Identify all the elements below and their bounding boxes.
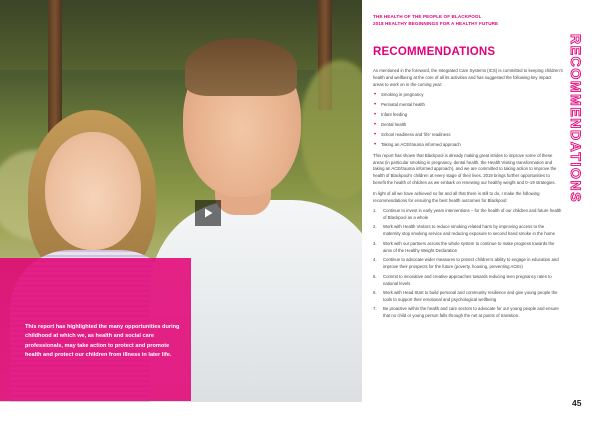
item-number: 1.	[373, 208, 377, 213]
play-icon	[202, 207, 214, 219]
list-item: • Perinatal mental health	[373, 102, 563, 109]
header-line-2: 2018 HEALTHY BEGINNINGS FOR A HEALTHY FUTURE	[373, 20, 499, 26]
girl-face	[45, 132, 141, 250]
item-number: 6.	[373, 290, 377, 296]
impact-areas-list	[373, 92, 563, 148]
item-text: Work with our partners across the whole system to continue to make progress towards the aims of the Healthy Weight Declaration	[383, 240, 555, 253]
item-number: 4.	[373, 257, 377, 263]
recommendation-item	[373, 290, 563, 304]
foliage	[300, 60, 362, 200]
list-item: • Dental health	[373, 122, 563, 129]
photo-caption: This report has highlighted the many opportunities during childhood at which we, as health and social care professionals, may take action to protect and promote health and protect our children from illness in later life.	[25, 323, 180, 359]
recommendation-item	[373, 306, 563, 320]
play-button[interactable]	[195, 200, 221, 226]
body-text	[373, 68, 563, 323]
list-item: • School readiness and 'life' readiness	[373, 132, 563, 139]
running-header	[373, 14, 498, 27]
footer-strip	[0, 402, 362, 424]
caption-overlay	[0, 258, 191, 401]
item-number: 3.	[373, 240, 377, 246]
recommendations-list	[373, 208, 563, 320]
recommendations-intro: In light of all we have achieved so far and all that there is still to do, I make the following recommendations for ensuring the best health outcomes for Blackpool:	[373, 190, 540, 203]
page-number: 45	[572, 398, 582, 408]
vertical-title: RECOMMENDATIONS	[568, 34, 584, 204]
recommendation-item	[373, 224, 563, 238]
item-text: Work with Head Start to build personal and community resilience and give young people the tools to support their emotional and psychological wellbeing	[383, 290, 558, 302]
item-text: Work with Health Visitors to reduce smoking related harm by improving access to the maternity stop smoking service and reducing exposure to second hand smoke in the home	[383, 224, 555, 237]
recommendation-item	[373, 274, 563, 288]
list-item: • Infant feeding	[373, 112, 563, 119]
item-text: Commit to innovative and creative approaches towards reducing teen pregnancy rates to national levels	[383, 273, 552, 286]
recommendation-item	[373, 241, 563, 255]
item-text: Continue to invest in early years interventions – for the health of our children and future health of Blackpool as a whole	[383, 208, 562, 220]
list-item: • Smoking in pregnancy	[373, 92, 563, 99]
header-line-1: THE HEALTH OF THE PEOPLE OF BLACKPOOL	[373, 14, 482, 19]
text-page	[362, 0, 600, 424]
boy-hair	[185, 38, 297, 96]
item-text: Be proactive within the health and care sectors to advocate for our young people and ensure that no child or young person falls through the net at points of transition.	[383, 306, 559, 319]
list-item: • Taking an ACE/trauma informed approach	[373, 142, 563, 149]
progress-paragraph: This report has shown that Blackpool is already making great strides to improve some of these areas (in particular smoking in pregnancy, dental health, the Health Visiting transformation and taking an ACE/trauma informed approach), and we are committed to taking action to improve the health of Blackpool's children at every stage of their lives. 2019 brings further opportunities to benefit the health of children as we embark on renewing our healthy weight and 0–19 strategies.	[373, 152, 557, 186]
page-title: RECOMMENDATIONS	[373, 46, 496, 58]
item-number: 7.	[373, 306, 377, 312]
item-text: Continue to advocate wider measures to protect children's ability to engage in education and improve their prospects for the future (poverty, housing, preventing ACEs)	[383, 257, 559, 270]
intro-paragraph: As mentioned in the foreword, the Integrated Care Systems (ICS) is committed to keeping children's health and wellbeing at the core of all its activities and has suggested the following key impact areas to work on in the coming year:	[373, 68, 563, 87]
item-number: 5.	[373, 273, 377, 279]
recommendation-item	[373, 208, 563, 222]
recommendation-item	[373, 257, 563, 271]
item-number: 2.	[373, 224, 377, 230]
